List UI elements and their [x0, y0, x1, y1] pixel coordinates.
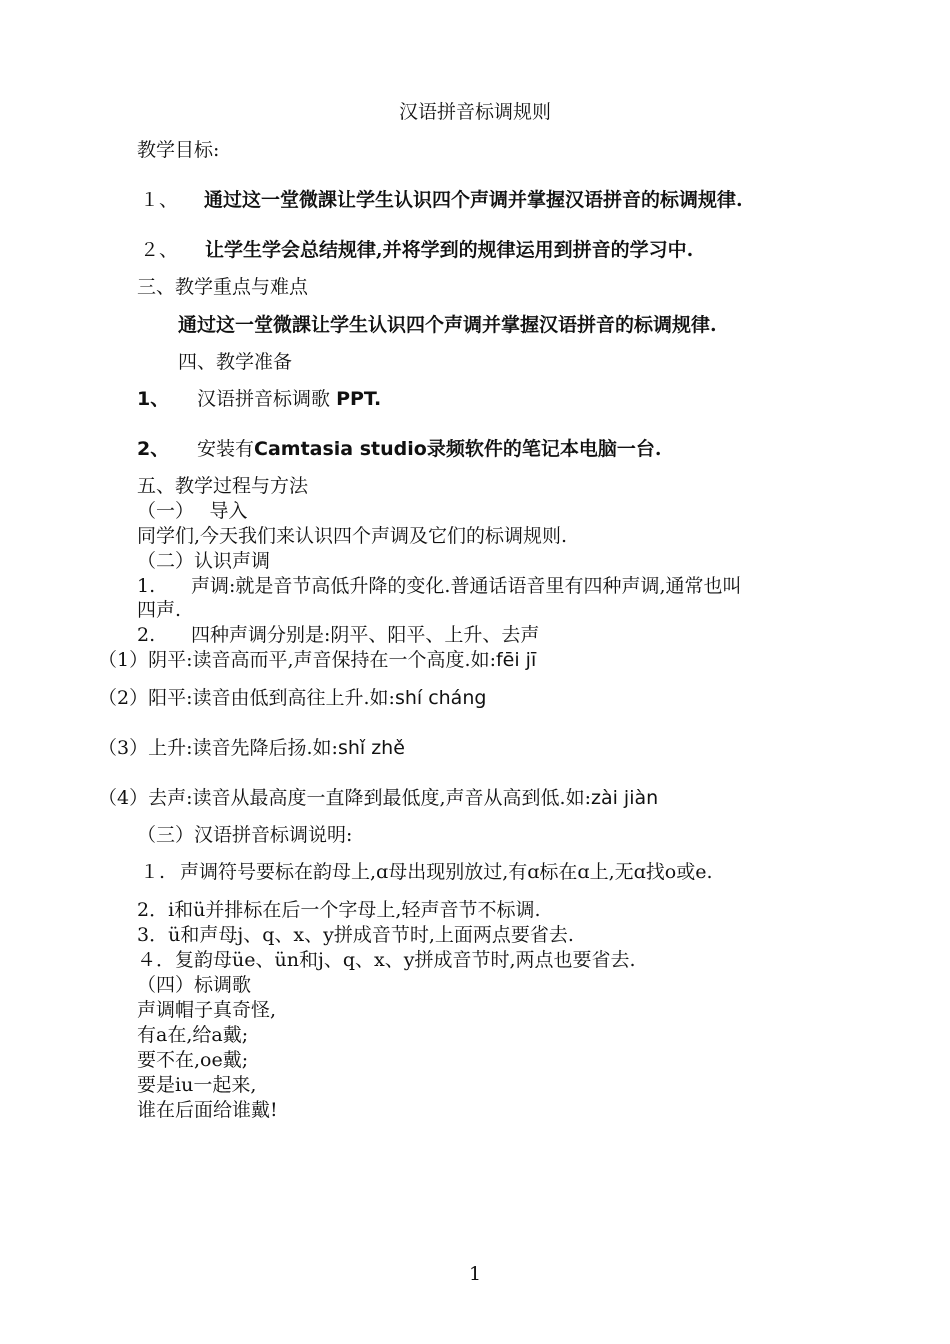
tone-3-line: （3）上升:读音先降后扬.如:shǐ zhě	[98, 737, 405, 759]
rule-1	[140, 860, 713, 884]
tone-2-line: （2）阳平:读音由低到高往上升.如:shí cháng	[98, 687, 487, 709]
objective-number: １、	[140, 189, 179, 211]
pinyin-example: zài jiàn	[590, 787, 659, 809]
tone-definition-item	[137, 574, 742, 598]
section4-heading: 四、教学准备	[178, 351, 293, 373]
rule-2: 2．i和ü并排标在后一个字母上,轻声音节不标调.	[137, 899, 541, 921]
item-number: 2.	[137, 624, 156, 646]
prep-text-rest: 录频软件的笔记本电脑一台.	[426, 438, 662, 460]
song-line: 谁在后面给谁戴!	[137, 1099, 278, 1121]
part4-heading: （四）标调歌	[137, 974, 252, 996]
prep-text: 汉语拼音标调歌	[197, 388, 331, 410]
rule-4: ４．复韵母üe、ün和j、q、x、y拼成音节时,两点也要省去.	[137, 949, 636, 971]
prep-text: 安装有	[197, 438, 255, 460]
prep-item-1	[137, 387, 382, 411]
tone-definition-continuation: 四声.	[137, 599, 182, 621]
part1-heading: （一） 导入	[137, 500, 248, 522]
objective-text: 让学生学会总结规律,并将学到的规律运用到拼音的学习中.	[205, 239, 694, 261]
prep-text-ppt: PPT.	[336, 388, 382, 410]
rule-3: 3．ü和声母j、q、x、y拼成音节时,上面两点要省去.	[137, 924, 574, 946]
part2-heading: （二）认识声调	[137, 550, 271, 572]
song-line: 要是iu一起来,	[137, 1074, 257, 1096]
objective-item-2	[140, 238, 694, 262]
objective-number: ２、	[140, 239, 179, 261]
song-line: 声调帽子真奇怪,	[137, 999, 277, 1021]
item-text: 四种声调分别是:阴平、阳平、上升、去声	[191, 624, 540, 646]
page-number: 1	[468, 1263, 482, 1285]
prep-number: 2、	[137, 438, 170, 460]
rule-number: １.	[140, 861, 166, 883]
objective-text: 通过这一堂微課让学生认识四个声调并掌握汉语拼音的标调规律.	[204, 189, 743, 211]
part1-text: 同学们,今天我们来认识四个声调及它们的标调规则.	[137, 525, 568, 547]
item-text: 声调:就是音节高低升降的变化.普通话语音里有四种声调,通常也叫	[191, 575, 742, 597]
section5-heading: 五、教学过程与方法	[137, 475, 309, 497]
part3-heading: （三）汉语拼音标调说明:	[137, 824, 353, 846]
prep-number: 1、	[137, 388, 170, 410]
song-line: 要不在,oe戴;	[137, 1049, 249, 1071]
section3-text: 通过这一堂微課让学生认识四个声调并掌握汉语拼音的标调规律.	[178, 314, 717, 336]
pinyin-example: fēi jī	[495, 649, 537, 671]
prep-software-name: Camtasia studio	[254, 438, 427, 460]
song-line: 有a在,给a戴;	[137, 1024, 249, 1046]
document-title: 汉语拼音标调规则	[398, 101, 551, 123]
tone-1-line: （1）阴平:读音高而平,声音保持在一个高度.如:fēi jī	[98, 649, 537, 671]
objectives-heading: 教学目标:	[137, 139, 220, 161]
section3-heading: 三、教学重点与难点	[137, 276, 309, 298]
objective-item-1	[140, 188, 743, 212]
item-number: 1.	[137, 575, 156, 597]
pinyin-example: shǐ zhě	[337, 737, 405, 759]
tone-4-line: （4）去声:读音从最高度一直降到最低度,声音从高到低.如:zài jiàn	[98, 787, 659, 809]
tone-list-item	[137, 623, 540, 647]
pinyin-example: shí cháng	[394, 687, 487, 709]
prep-item-2	[137, 437, 662, 461]
rule-text: 声调符号要标在韵母上,ɑ母出现别放过,有ɑ标在ɑ上,无ɑ找o或e.	[180, 861, 713, 883]
